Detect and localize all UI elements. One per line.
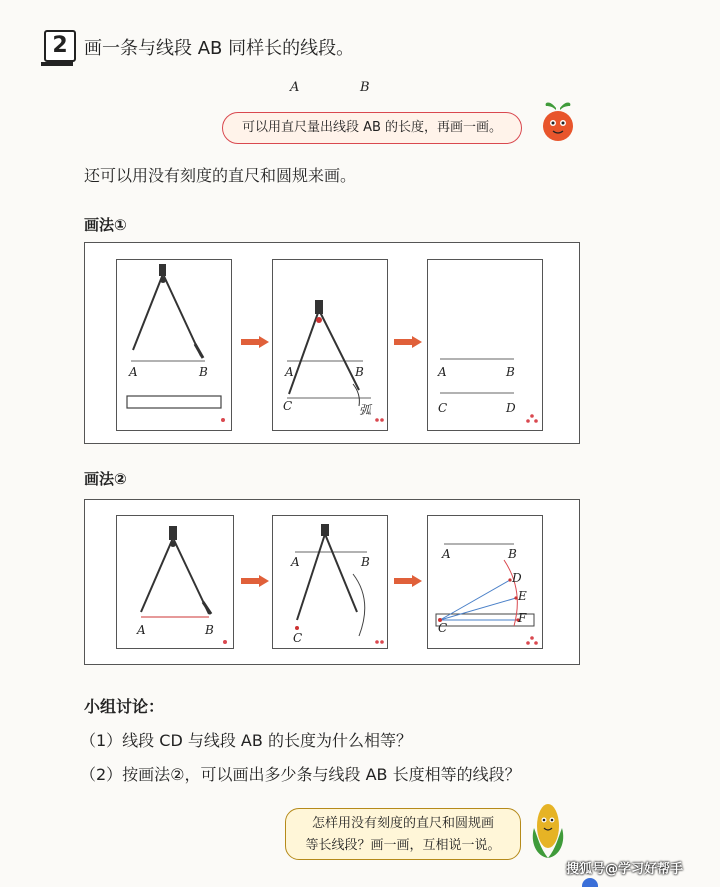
method-2-step-3 (427, 515, 543, 649)
hint2-line-1: 怎样用没有刻度的直尺和圆规画 (311, 816, 494, 831)
corn-mascot-icon (528, 798, 568, 862)
p2-a: A (285, 365, 294, 379)
p3-c: C (438, 401, 448, 415)
m2p3-a: A (442, 547, 451, 561)
tomato-mascot-icon (538, 98, 578, 144)
arrow-icon (241, 575, 269, 587)
instruction-line: 还可以用没有刻度的直尺和圆规来画。 (84, 166, 357, 185)
arrow-icon (394, 336, 422, 348)
m2p2-c: C (293, 631, 303, 645)
m2p1-a: A (137, 623, 146, 637)
m2p3-f: F (518, 611, 527, 625)
watermark-logo-icon (582, 878, 598, 887)
hint2-line-2: 等长线段？画一画，互相说一说。 (305, 838, 501, 853)
p2-c: C (283, 399, 293, 413)
m2p3-c: C (438, 621, 448, 635)
question-number: 2 (44, 30, 76, 62)
method-1-step-1 (116, 259, 232, 431)
method-2-step-1 (116, 515, 234, 649)
p3-a: A (438, 365, 447, 379)
method-2-label: 画法② (84, 470, 127, 488)
method-2-step-2 (272, 515, 388, 649)
p1-b: B (199, 365, 208, 379)
p3-d: D (506, 401, 516, 415)
m2p3-b: B (508, 547, 517, 561)
watermark: 搜狐号@学习好帮手 (566, 862, 684, 877)
method-1-step-3 (427, 259, 543, 431)
p2-arc: 弧 (359, 403, 372, 417)
m2p2-b: B (361, 555, 370, 569)
method-1-label: 画法① (84, 216, 127, 234)
hint-bubble-ruler: 可以用直尺量出线段 AB 的长度，再画一画。 (222, 112, 522, 144)
discussion-question-2: （2）按画法②，可以画出多少条与线段 AB 长度相等的线段？ (80, 765, 521, 784)
question-title: 画一条与线段 AB 同样长的线段。 (84, 38, 355, 59)
discussion-question-1: （1）线段 CD 与线段 AB 的长度为什么相等？ (80, 731, 412, 750)
m2p3-d: D (512, 571, 522, 585)
p3-b: B (506, 365, 515, 379)
point-b-label: B (360, 80, 370, 95)
p1-a: A (129, 365, 138, 379)
m2p3-e: E (518, 589, 527, 603)
discussion-title: 小组讨论： (84, 697, 165, 716)
m2p1-b: B (205, 623, 214, 637)
method-1-step-2 (272, 259, 388, 431)
hint-bubble-compass (285, 808, 521, 860)
arrow-icon (394, 575, 422, 587)
m2p2-a: A (291, 555, 300, 569)
p2-b: B (355, 365, 364, 379)
arrow-icon (241, 336, 269, 348)
point-a-label: A (290, 80, 300, 95)
